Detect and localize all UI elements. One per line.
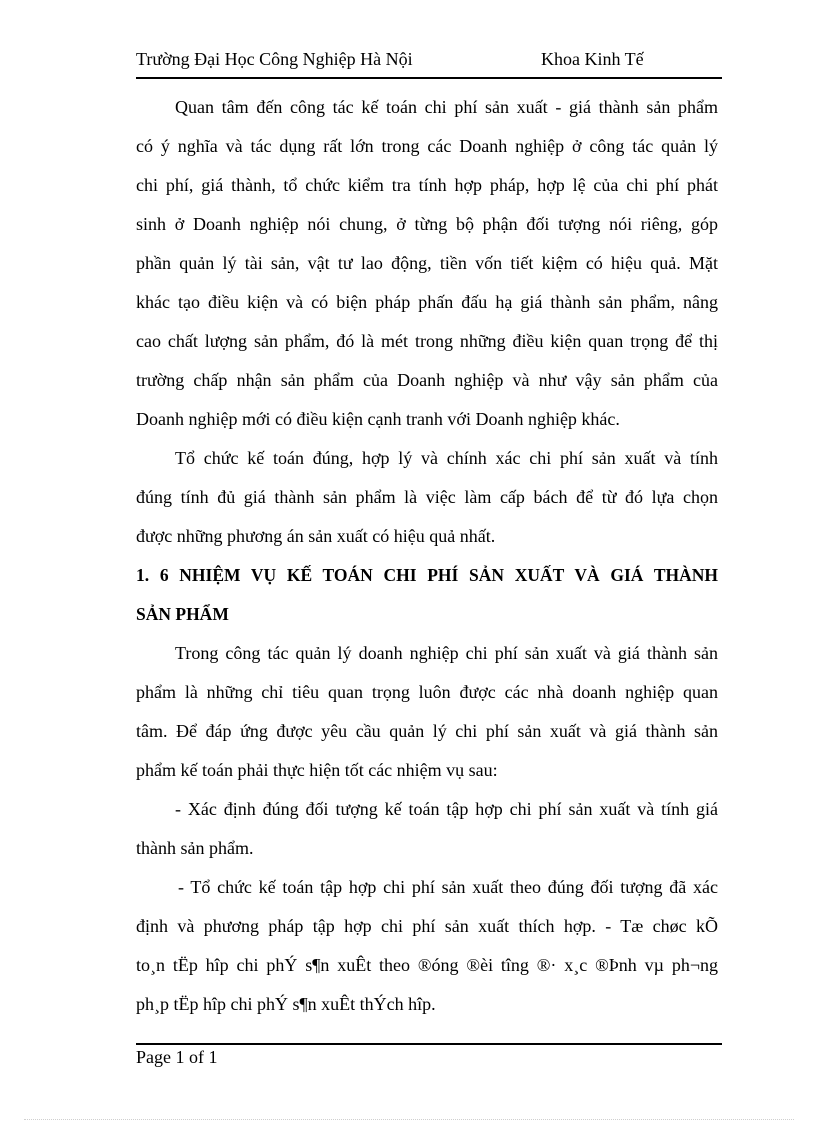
list-item-line: định và phương pháp tập hợp chi phí sản xuất thích hợp. - Tæ chøc kÕ [136, 916, 718, 936]
paragraph-line: phẩm kế toán phải thực hiện tốt các nhiệm vụ sau: [136, 760, 498, 780]
section-heading: SẢN PHẨM [136, 604, 229, 624]
list-item-line: ph¸p tËp hîp chi phÝ s¶n xuÊt thÝch hîp. [136, 994, 436, 1014]
list-item-line: to¸n tËp hîp chi phÝ s¶n xuÊt theo ®óng ®èi tîng ®· x¸c ®Þnh vµ ph¬ng [136, 955, 718, 975]
header-faculty-name: Khoa Kinh Tế [541, 49, 644, 69]
section-heading: 1. 6 NHIỆM VỤ KẾ TOÁN CHI PHÍ SẢN XUẤT VÀ GIÁ THÀNH [136, 565, 718, 585]
paragraph-line: Doanh nghiệp mới có điều kiện cạnh tranh với Doanh nghiệp khác. [136, 409, 620, 429]
paragraph-line: tâm. Để đáp ứng được yêu cầu quản lý chi phí sản xuất và giá thành sản [136, 721, 718, 741]
paragraph-line: Quan tâm đến công tác kế toán chi phí sản xuất - giá thành sản phẩm [175, 97, 718, 117]
page-bottom-edge [24, 1119, 794, 1120]
paragraph-line: sinh ở Doanh nghiệp nói chung, ở từng bộ phận đối tượng nói riêng, góp [136, 214, 718, 234]
paragraph-line: được những phương án sản xuất có hiệu quả nhất. [136, 526, 496, 546]
header-school-name: Trường Đại Học Công Nghiệp Hà Nội [136, 49, 413, 69]
document-body [136, 88, 718, 1024]
paragraph-line: trường chấp nhận sản phẩm của Doanh nghiệp và như vậy sản phẩm của [136, 370, 718, 390]
list-item-line: thành sản phẩm. [136, 838, 254, 858]
paragraph-line: có ý nghĩa và tác dụng rất lớn trong các Doanh nghiệp ở công tác quản lý [136, 136, 718, 156]
paragraph-line: chi phí, giá thành, tổ chức kiểm tra tính hợp pháp, hợp lệ của chi phí phát [136, 175, 718, 195]
list-item-line: - Tổ chức kế toán tập hợp chi phí sản xuất theo đúng đối tượng đã xác [178, 877, 718, 897]
header-divider [136, 77, 722, 79]
paragraph-line: phần quản lý tài sản, vật tư lao động, tiền vốn tiết kiệm có hiệu quả. Mặt [136, 253, 718, 273]
page-header [136, 49, 722, 73]
paragraph-line: cao chất lượng sản phẩm, đó là mét trong những điều kiện quan trọng để thị [136, 331, 718, 351]
paragraph-line: đúng tính đủ giá thành sản phẩm là việc làm cấp bách để từ đó lựa chọn [136, 487, 718, 507]
page-number-footer: Page 1 of 1 [136, 1047, 218, 1067]
paragraph-line: Tổ chức kế toán đúng, hợp lý và chính xác chi phí sản xuất và tính [175, 448, 718, 468]
list-item-line: - Xác định đúng đối tượng kế toán tập hợp chi phí sản xuất và tính giá [175, 799, 718, 819]
paragraph-line: Trong công tác quản lý doanh nghiệp chi phí sản xuất và giá thành sản [175, 643, 718, 663]
paragraph-line: phẩm là những chỉ tiêu quan trọng luôn được các nhà doanh nghiệp quan [136, 682, 718, 702]
paragraph-line: khác tạo điều kiện và có biện pháp phấn đấu hạ giá thành sản phẩm, nâng [136, 292, 718, 312]
footer-divider [136, 1043, 722, 1045]
